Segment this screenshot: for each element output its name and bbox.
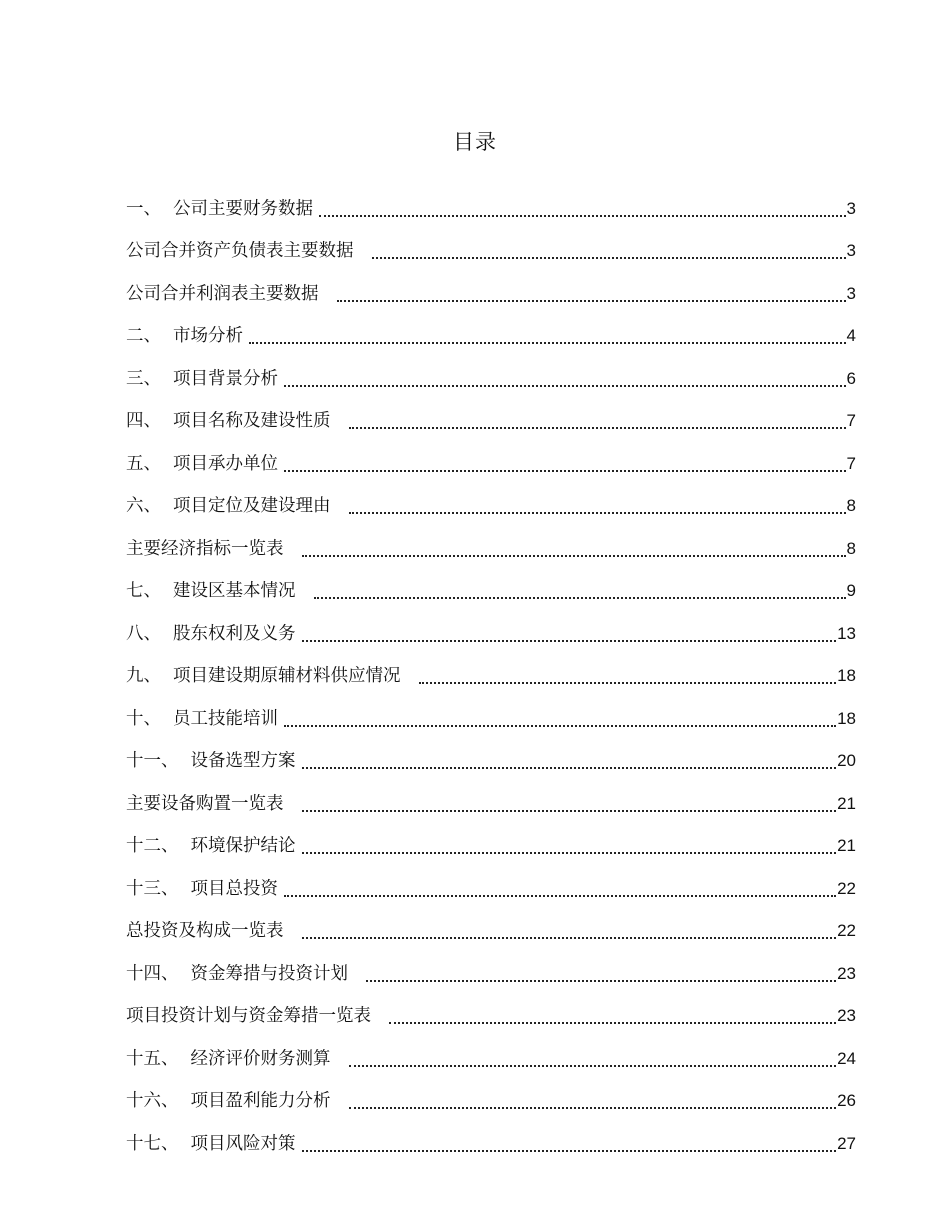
toc-entry-page: 22 xyxy=(837,921,856,940)
dot-leader xyxy=(349,1065,837,1067)
dot-leader xyxy=(302,810,837,812)
toc-entry-label xyxy=(126,535,302,563)
toc-entry[interactable] xyxy=(126,945,856,988)
toc-entry-number: 九、 xyxy=(126,666,161,686)
toc-entry-label xyxy=(126,620,302,648)
toc-entry[interactable] xyxy=(126,180,856,223)
dot-leader xyxy=(419,682,837,684)
toc-entry-label xyxy=(126,407,349,435)
toc-entry-number: 十、 xyxy=(126,708,161,729)
toc-entry[interactable] xyxy=(126,860,856,903)
toc-entry-text: 股东权利及义务 xyxy=(173,623,296,644)
toc-entry-label xyxy=(126,1002,389,1030)
dot-leader xyxy=(389,1022,836,1024)
toc-entry-page: 7 xyxy=(846,453,856,473)
toc-entry-number: 十二、 xyxy=(126,836,179,856)
toc-entry[interactable] xyxy=(126,988,856,1031)
dot-leader xyxy=(349,1107,837,1109)
toc-entry-label xyxy=(126,1130,302,1158)
dot-leader xyxy=(302,640,837,642)
dot-leader xyxy=(349,427,846,429)
table-of-contents xyxy=(126,180,856,1158)
toc-entry-page: 3 xyxy=(846,198,856,218)
toc-entry-page: 22 xyxy=(837,878,856,898)
toc-entry-number: 十三、 xyxy=(126,878,179,899)
dot-leader xyxy=(349,512,846,514)
toc-entry-page: 18 xyxy=(837,666,856,685)
toc-entry-text: 项目名称及建设性质 xyxy=(173,411,331,431)
toc-entry[interactable] xyxy=(126,1115,856,1158)
toc-entry-page: 8 xyxy=(846,538,856,558)
toc-entry-text: 主要经济指标一览表 xyxy=(126,538,284,559)
toc-entry-text: 经济评价财务测算 xyxy=(190,1048,331,1069)
toc-entry-text: 设备选型方案 xyxy=(190,751,296,771)
dot-leader xyxy=(302,555,846,557)
toc-entry-text: 环境保护结论 xyxy=(190,836,296,856)
toc-entry-text: 项目承办单位 xyxy=(173,453,278,474)
toc-entry-text: 主要设备购置一览表 xyxy=(126,793,284,814)
toc-entry[interactable] xyxy=(126,435,856,478)
dot-leader xyxy=(302,1150,837,1152)
toc-entry[interactable] xyxy=(126,520,856,563)
dot-leader xyxy=(366,980,836,982)
toc-entry-page: 23 xyxy=(837,1006,856,1025)
toc-entry-text: 项目盈利能力分析 xyxy=(190,1091,331,1111)
dot-leader xyxy=(302,937,837,939)
toc-entry-label xyxy=(126,917,302,945)
toc-entry-text: 公司主要财务数据 xyxy=(173,198,313,219)
toc-entry-label xyxy=(126,662,419,690)
toc-entry-text: 员工技能培训 xyxy=(173,708,278,729)
dot-leader xyxy=(284,725,836,727)
toc-entry-text: 资金筹措与投资计划 xyxy=(190,963,348,984)
toc-entry-number: 一、 xyxy=(126,198,161,219)
toc-entry-text: 项目定位及建设理由 xyxy=(173,496,331,516)
dot-leader xyxy=(319,215,846,217)
toc-entry-page: 8 xyxy=(846,496,856,515)
toc-entry-number: 十六、 xyxy=(126,1091,179,1111)
dot-leader xyxy=(337,300,846,302)
toc-entry-page: 9 xyxy=(846,581,856,600)
toc-entry[interactable] xyxy=(126,648,856,691)
toc-entry-number: 五、 xyxy=(126,453,161,474)
toc-entry-number: 十七、 xyxy=(126,1133,179,1154)
toc-entry-label xyxy=(126,1087,349,1115)
toc-entry[interactable] xyxy=(126,690,856,733)
toc-entry-text: 项目投资计划与资金筹措一览表 xyxy=(126,1006,371,1026)
toc-entry-label xyxy=(126,237,372,265)
toc-entry[interactable] xyxy=(126,265,856,308)
toc-entry[interactable] xyxy=(126,818,856,861)
toc-entry-page: 26 xyxy=(837,1091,856,1110)
toc-entry[interactable] xyxy=(126,605,856,648)
dot-leader xyxy=(284,470,846,472)
toc-entry-page: 23 xyxy=(837,963,856,983)
toc-entry-page: 4 xyxy=(846,326,856,345)
toc-entry-text: 项目背景分析 xyxy=(173,368,278,389)
dot-leader xyxy=(314,597,846,599)
toc-entry-number: 八、 xyxy=(126,623,161,644)
toc-entry-label xyxy=(126,790,302,818)
toc-entry[interactable] xyxy=(126,350,856,393)
toc-entry[interactable] xyxy=(126,903,856,946)
toc-entry-label xyxy=(126,1045,349,1073)
toc-entry-text: 项目风险对策 xyxy=(190,1133,296,1154)
toc-entry-text: 市场分析 xyxy=(173,326,243,346)
toc-entry-label xyxy=(126,492,349,520)
toc-entry-page: 6 xyxy=(846,368,856,388)
toc-entry-label xyxy=(126,705,284,733)
toc-entry-page: 24 xyxy=(837,1048,856,1068)
toc-entry-label xyxy=(126,450,284,478)
toc-entry-number: 二、 xyxy=(126,326,161,346)
toc-entry[interactable] xyxy=(126,1073,856,1116)
toc-entry-page: 3 xyxy=(846,283,856,303)
toc-entry-page: 21 xyxy=(837,836,856,855)
toc-entry[interactable] xyxy=(126,223,856,266)
page-title: 目录 xyxy=(453,130,497,154)
toc-entry-label xyxy=(126,747,302,775)
toc-entry-label xyxy=(126,577,314,605)
toc-entry-page: 3 xyxy=(846,241,856,260)
dot-leader xyxy=(284,895,836,897)
toc-entry-label xyxy=(126,832,302,860)
toc-entry-text: 公司合并资产负债表主要数据 xyxy=(126,241,354,261)
dot-leader xyxy=(302,767,837,769)
toc-entry-label xyxy=(126,960,366,988)
toc-entry-page: 18 xyxy=(837,708,856,728)
toc-entry-page: 27 xyxy=(837,1133,856,1153)
toc-entry-text: 建设区基本情况 xyxy=(173,581,296,601)
toc-entry-number: 七、 xyxy=(126,581,161,601)
dot-leader xyxy=(302,852,837,854)
toc-entry-page: 13 xyxy=(837,623,856,643)
toc-entry[interactable] xyxy=(126,733,856,776)
toc-entry[interactable] xyxy=(126,393,856,436)
toc-entry-page: 21 xyxy=(837,793,856,813)
toc-entry-number: 十一、 xyxy=(126,751,179,771)
dot-leader xyxy=(372,257,846,259)
toc-entry-text: 项目总投资 xyxy=(190,878,278,899)
toc-entry[interactable] xyxy=(126,308,856,351)
toc-entry-page: 7 xyxy=(846,411,856,430)
toc-entry-label xyxy=(126,280,337,308)
toc-entry[interactable] xyxy=(126,478,856,521)
toc-entry-text: 公司合并利润表主要数据 xyxy=(126,283,319,304)
toc-entry-number: 三、 xyxy=(126,368,161,389)
toc-entry-label xyxy=(126,322,249,350)
toc-entry-text: 项目建设期原辅材料供应情况 xyxy=(173,666,401,686)
toc-entry-number: 十四、 xyxy=(126,963,179,984)
toc-entry-label xyxy=(126,195,319,223)
toc-entry-number: 四、 xyxy=(126,411,161,431)
toc-entry-text: 总投资及构成一览表 xyxy=(126,921,284,941)
toc-entry[interactable] xyxy=(126,1030,856,1073)
dot-leader xyxy=(284,385,846,387)
toc-entry-number: 十五、 xyxy=(126,1048,179,1069)
toc-entry-label xyxy=(126,875,284,903)
toc-entry[interactable] xyxy=(126,563,856,606)
toc-entry-label xyxy=(126,365,284,393)
dot-leader xyxy=(249,342,846,344)
toc-entry-number: 六、 xyxy=(126,496,161,516)
toc-entry-page: 20 xyxy=(837,751,856,770)
toc-entry[interactable] xyxy=(126,775,856,818)
